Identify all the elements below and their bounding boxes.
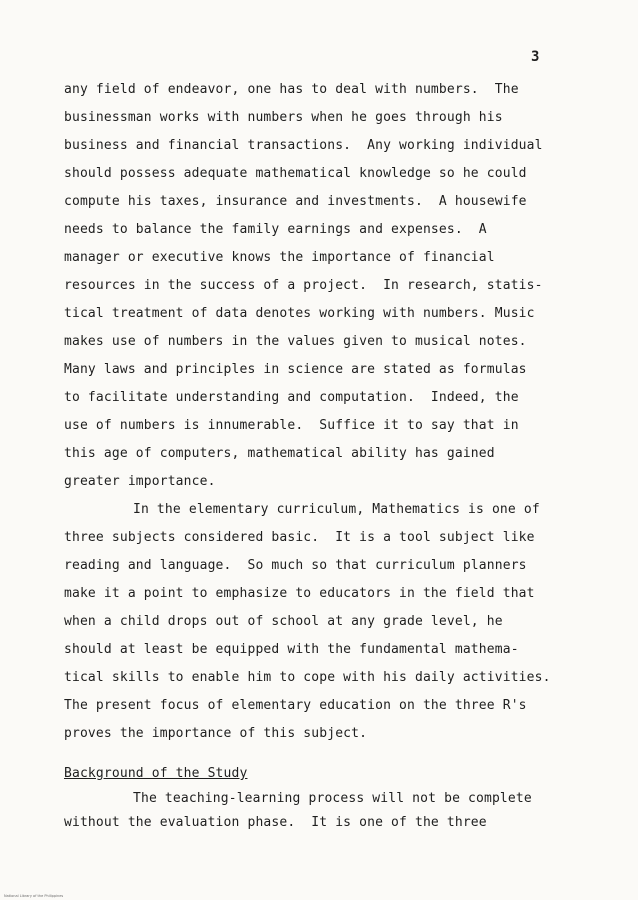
text-line: three subjects considered basic. It is a tool subject like (64, 530, 535, 545)
text-line: compute his taxes, insurance and investments. A housewife (64, 194, 527, 209)
text-line: tical treatment of data denotes working with numbers. Music (64, 306, 535, 321)
page-number: 3 (531, 49, 540, 65)
text-line: business and financial transactions. Any working individual (64, 138, 543, 153)
text-line: make it a point to emphasize to educators in the field that (64, 586, 535, 601)
text-line: Many laws and principles in science are stated as formulas (64, 362, 527, 377)
text-line: without the evaluation phase. It is one of the three (64, 815, 487, 830)
text-line: businessman works with numbers when he goes through his (64, 110, 503, 125)
text-line: should possess adequate mathematical knowledge so he could (64, 166, 527, 181)
text-line: when a child drops out of school at any grade level, he (64, 614, 503, 629)
text-line: proves the importance of this subject. (64, 726, 368, 741)
text-line: The present focus of elementary education on the three R's (64, 698, 527, 713)
footer-watermark: National Library of the Philippines (4, 894, 64, 898)
paragraph-indent-line: In the elementary curriculum, Mathematics is one of (133, 502, 540, 517)
text-line: this age of computers, mathematical ability has gained (64, 446, 495, 461)
text-line: should at least be equipped with the fundamental mathema- (64, 642, 519, 657)
text-line: manager or executive knows the importance of financial (64, 250, 495, 265)
text-line: any field of endeavor, one has to deal with numbers. The (64, 82, 519, 97)
text-line: needs to balance the family earnings and expenses. A (64, 222, 487, 237)
text-line: greater importance. (64, 474, 216, 489)
section-heading: Background of the Study (64, 766, 248, 781)
text-line: use of numbers is innumerable. Suffice it to say that in (64, 418, 519, 433)
text-line: makes use of numbers in the values given to musical notes. (64, 334, 527, 349)
text-line: to facilitate understanding and computation. Indeed, the (64, 390, 519, 405)
paragraph-indent-line: The teaching-learning process will not be complete (133, 791, 532, 806)
text-line: resources in the success of a project. In research, statis- (64, 278, 543, 293)
text-line: reading and language. So much so that curriculum planners (64, 558, 527, 573)
text-line: tical skills to enable him to cope with his daily activities. (64, 670, 551, 685)
